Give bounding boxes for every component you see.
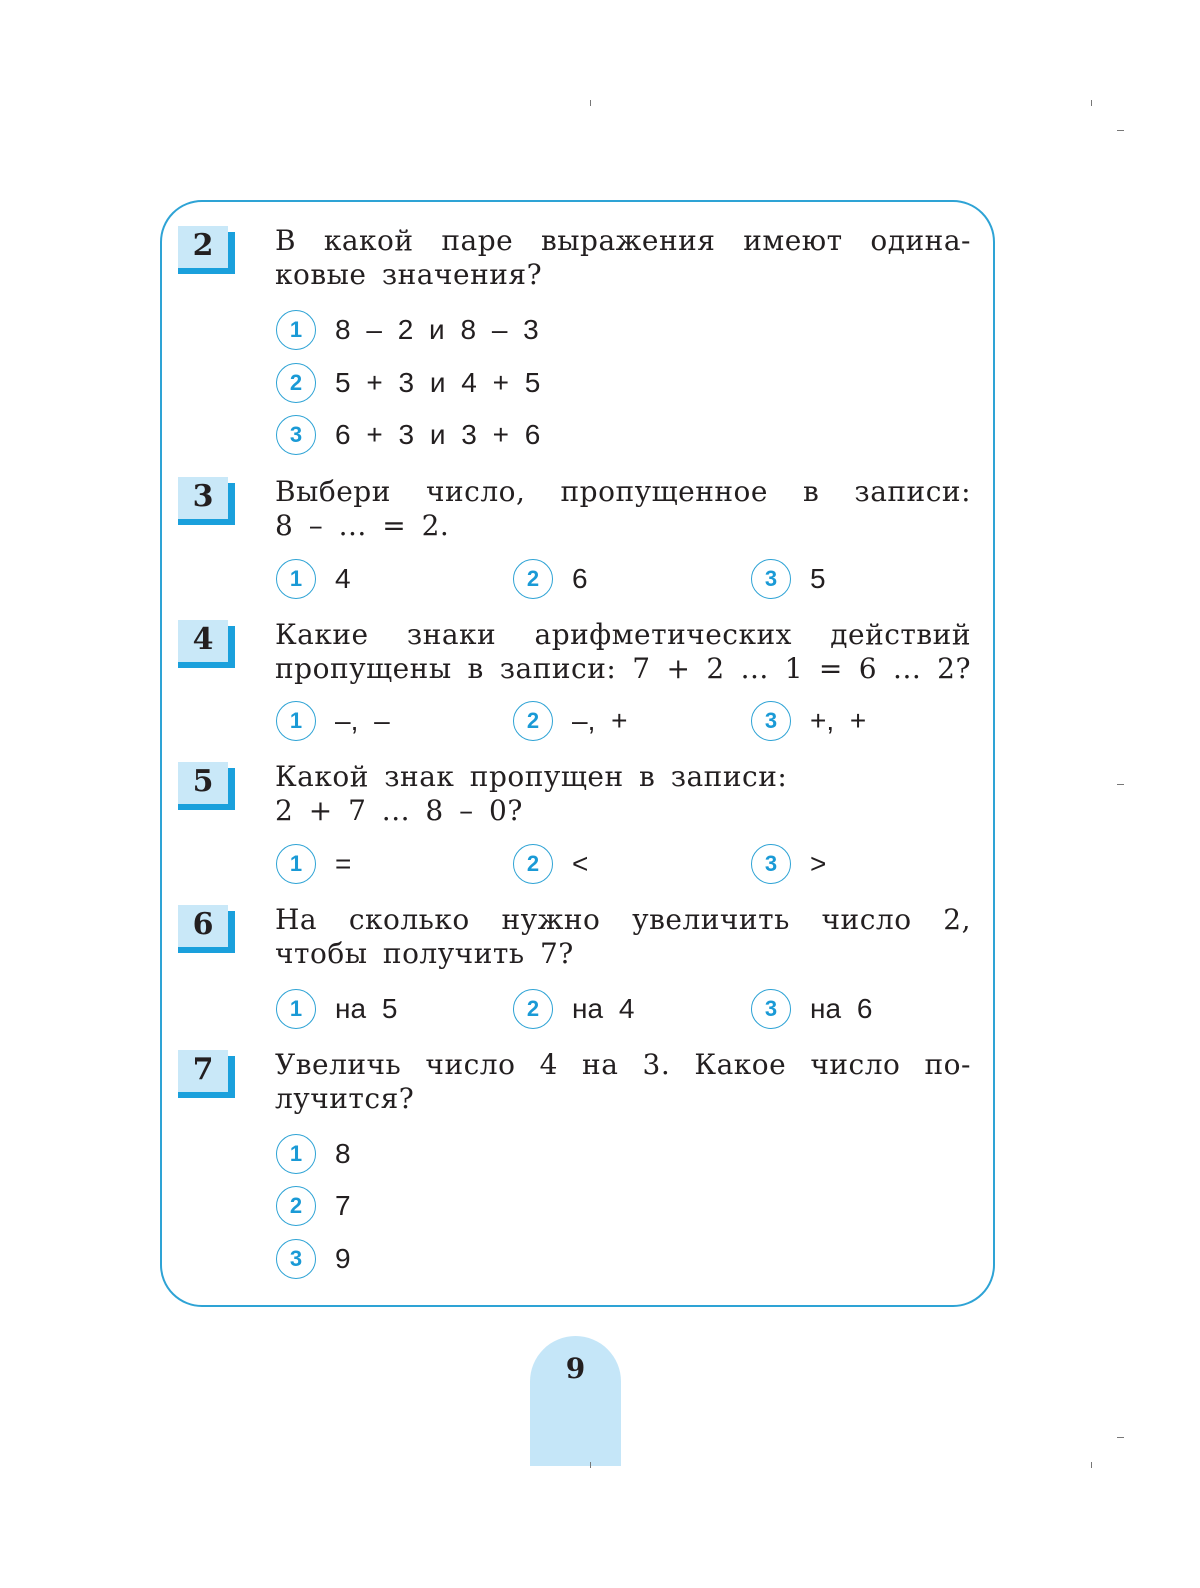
crop-mark	[1117, 130, 1124, 131]
question-line: лучится?	[275, 1082, 415, 1115]
answer-option-2[interactable]	[513, 700, 627, 742]
answer-option-3[interactable]	[751, 700, 866, 742]
option-text: 5	[810, 563, 826, 594]
crop-mark	[1117, 1437, 1124, 1438]
option-number-circle[interactable]: 1	[276, 559, 316, 599]
option-number-circle[interactable]: 1	[276, 701, 316, 741]
answer-option-3[interactable]	[751, 988, 872, 1030]
option-number-circle[interactable]: 3	[751, 844, 791, 884]
answer-option-1[interactable]	[276, 843, 351, 885]
option-number-circle[interactable]: 2	[276, 363, 316, 403]
option-text: 9	[335, 1243, 351, 1274]
answer-option-2[interactable]	[513, 558, 588, 600]
option-number-circle[interactable]: 3	[276, 415, 316, 455]
task-number-badge: 2	[178, 226, 228, 268]
option-text: 7	[335, 1190, 351, 1221]
answer-option-3[interactable]	[751, 843, 826, 885]
question-line: 8 – ... = 2.	[275, 509, 450, 542]
crop-mark	[590, 1462, 591, 1468]
answer-option-1[interactable]	[276, 988, 397, 1030]
crop-mark	[1117, 784, 1124, 785]
option-text: 8 – 2 и 8 – 3	[335, 314, 539, 345]
answer-option-2[interactable]	[276, 1185, 351, 1227]
option-number-circle[interactable]: 2	[513, 701, 553, 741]
answer-option-2[interactable]	[513, 843, 588, 885]
task-question	[275, 1048, 971, 1116]
task-number-badge: 4	[178, 620, 228, 662]
option-number-circle[interactable]: 3	[751, 989, 791, 1029]
option-number-circle[interactable]: 2	[513, 559, 553, 599]
task-number-badge: 5	[178, 762, 228, 804]
question-line: Какие знаки арифметических действий	[275, 618, 971, 651]
page-number-tab	[530, 1336, 621, 1466]
answer-option-2[interactable]	[513, 988, 634, 1030]
option-text: на 5	[335, 993, 398, 1024]
question-line: чтобы получить 7?	[275, 937, 574, 970]
question-line: В какой паре выражения имеют одина-	[275, 224, 971, 257]
answer-option-3[interactable]	[276, 414, 540, 456]
crop-mark	[1091, 1462, 1092, 1468]
option-text: 6	[572, 563, 588, 594]
answer-option-1[interactable]	[276, 558, 351, 600]
answer-option-1[interactable]	[276, 700, 390, 742]
task-number-badge: 7	[178, 1050, 228, 1092]
option-text: 5 + 3 и 4 + 5	[335, 367, 541, 398]
option-text: +, +	[810, 705, 867, 736]
option-number-circle[interactable]: 1	[276, 1134, 316, 1174]
option-number-circle[interactable]: 1	[276, 310, 316, 350]
option-text: –, –	[335, 705, 390, 736]
task-number-badge: 3	[178, 477, 228, 519]
crop-mark	[1091, 100, 1092, 106]
option-number-circle[interactable]: 2	[513, 989, 553, 1029]
option-number-circle[interactable]: 3	[276, 1239, 316, 1279]
task-question	[275, 760, 971, 828]
page-number: 9	[565, 1352, 586, 1385]
option-text: –, +	[572, 705, 628, 736]
question-line: Какой знак пропущен в записи:	[275, 760, 788, 793]
task-question	[275, 475, 971, 543]
option-number-circle[interactable]: 1	[276, 989, 316, 1029]
option-text: 6 + 3 и 3 + 6	[335, 419, 541, 450]
answer-option-1[interactable]	[276, 1133, 351, 1175]
option-number-circle[interactable]: 2	[276, 1186, 316, 1226]
task-question	[275, 618, 971, 686]
question-line: пропущены в записи: 7 + 2 ... 1 = 6 ... 2?	[275, 652, 971, 685]
option-number-circle[interactable]: 2	[513, 844, 553, 884]
question-line: 2 + 7 ... 8 – 0?	[275, 794, 523, 827]
question-line: Выбери число, пропущенное в записи:	[275, 475, 971, 508]
option-text: =	[335, 848, 352, 879]
option-text: на 4	[572, 993, 635, 1024]
task-number-badge: 6	[178, 905, 228, 947]
answer-option-2[interactable]	[276, 362, 540, 404]
option-number-circle[interactable]: 3	[751, 559, 791, 599]
option-text: >	[810, 848, 827, 879]
option-text: на 6	[810, 993, 873, 1024]
question-line: На сколько нужно увеличить число 2,	[275, 903, 971, 936]
task-question	[275, 224, 971, 292]
option-number-circle[interactable]: 3	[751, 701, 791, 741]
answer-option-3[interactable]	[276, 1238, 351, 1280]
question-line: Увеличь число 4 на 3. Какое число по-	[275, 1048, 971, 1081]
task-question	[275, 903, 971, 971]
answer-option-3[interactable]	[751, 558, 826, 600]
option-number-circle[interactable]: 1	[276, 844, 316, 884]
crop-mark	[590, 100, 591, 106]
question-line: ковые значения?	[275, 258, 543, 291]
option-text: 8	[335, 1138, 351, 1169]
option-text: 4	[335, 563, 351, 594]
answer-option-1[interactable]	[276, 309, 539, 351]
option-text: <	[572, 848, 589, 879]
